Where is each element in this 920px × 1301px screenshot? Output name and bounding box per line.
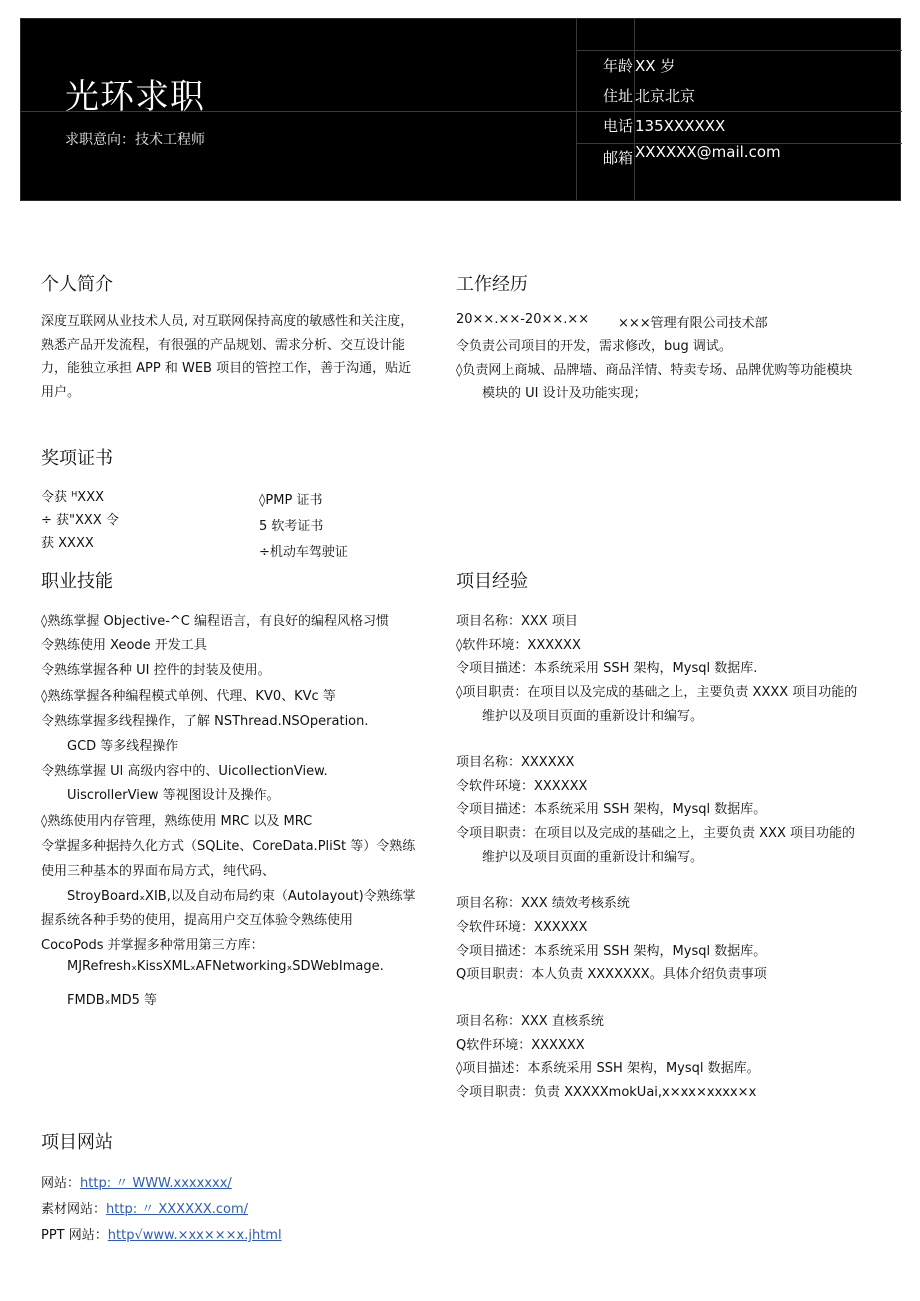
job-intent: 求职意向：技术工程师 bbox=[65, 132, 205, 148]
divider bbox=[576, 19, 577, 200]
skill-line: ◊熟练使用内存管理，熟练使用 MRC 以及 MRC bbox=[41, 814, 313, 829]
address-value: 北京北京 bbox=[635, 87, 696, 105]
email-value: XXXXXX@mail.com bbox=[635, 143, 781, 161]
project-line: 项目名称：XXX 直核系统 bbox=[456, 1014, 604, 1029]
skill-line: 令掌握多种据持久化方式（SQLite、CoreData.PliSt 等）令熟练 bbox=[41, 839, 416, 854]
project-line: ◊项目描述：本系统采用 SSH 架构，Mysql 数据库。 bbox=[456, 1061, 760, 1076]
project-line: 令项目描述：本系统采用 SSH 架构，Mysql 数据库。 bbox=[456, 802, 767, 817]
age-label: 年龄 bbox=[603, 57, 634, 75]
address-row bbox=[603, 85, 695, 106]
divider bbox=[576, 50, 902, 51]
skill-line: ◊熟练掌握 Objective-^C 编程语言，有良好的编程风格习惯 bbox=[41, 614, 389, 629]
award-item: 5 软考证书 bbox=[259, 519, 324, 534]
project-line: 令软件环境：XXXXXX bbox=[456, 920, 588, 935]
skill-line: 令熟练掌握各种 UI 控件的封装及使用。 bbox=[41, 663, 271, 678]
work-item: 令负责公司项目的开发，需求修改，bug 调试。 bbox=[456, 339, 732, 354]
award-item: ÷机动车驾驶证 bbox=[259, 545, 348, 560]
skill-line: 令熟练掌握 Ul 高级内容中的、UicollectionView. bbox=[41, 764, 328, 779]
site-row bbox=[41, 1172, 232, 1191]
project-line: 令项目描述：本系统采用 SSH 架构，Mysql 数据库. bbox=[456, 661, 758, 676]
project-line: 令项目描述：本系统采用 SSH 架构，Mysql 数据库。 bbox=[456, 944, 767, 959]
phone-label: 电话 bbox=[603, 117, 634, 135]
phone-row bbox=[603, 115, 725, 136]
project-line: 维护以及项目页面的重新设计和编写。 bbox=[482, 709, 704, 724]
site-row bbox=[41, 1224, 282, 1243]
awards-title: 奖项证书 bbox=[41, 448, 113, 469]
skill-line: FMDBₓMD5 等 bbox=[67, 993, 158, 1008]
project-line: 维护以及项目页面的重新设计和编写。 bbox=[482, 850, 704, 865]
address-label: 住址 bbox=[603, 87, 634, 105]
project-line: 项目名称：XXX 绩效考核系统 bbox=[456, 896, 630, 911]
site-label: PPT 网站： bbox=[41, 1228, 108, 1243]
phone-value: 135XXXXXX bbox=[635, 117, 726, 135]
age-value: XX 岁 bbox=[635, 57, 676, 75]
skill-line: StroyBoardₓXIB,以及自动布局约束（Autolayout)令熟练掌 bbox=[67, 889, 416, 904]
email-row bbox=[603, 141, 781, 167]
site-link[interactable]: http√www.×xx×××x.jhtml bbox=[107, 1228, 282, 1243]
divider bbox=[634, 19, 635, 200]
work-title: 工作经历 bbox=[456, 274, 528, 295]
skill-line: ◊熟练掌握各种编程模式单例、代理、KV0、KVc 等 bbox=[41, 689, 336, 704]
project-line: Q软件环境：XXXXXX bbox=[456, 1038, 585, 1053]
skills-title: 职业技能 bbox=[41, 571, 113, 592]
profile-text: 深度互联网从业技术人员, 对互联网保持高度的敏感性和关注度，熟悉产品开发流程，有很强的产品规划、需求分析、交互设计能力，能独立承担 APP 和 WEB 项目的管控工作，善于沟通，贴近用户。 bbox=[41, 314, 414, 400]
project-line: ◊软件环境：XXXXXX bbox=[456, 638, 581, 653]
work-company: ×××管理有限公司技术部 bbox=[618, 316, 768, 331]
skill-line: 令熟练掌握多线程操作，了解 NSThread.NSOperation. bbox=[41, 714, 369, 729]
skill-line: 使用三种基本的界面布局方式，纯代码、 bbox=[41, 864, 276, 879]
skill-line: UiscrollerView 等视图设计及操作。 bbox=[67, 788, 280, 803]
skill-line: 令熟练使用 Xeode 开发工具 bbox=[41, 638, 207, 653]
projects-title: 项目经验 bbox=[456, 571, 528, 592]
work-item: ◊负责网上商城、品牌墙、商品洋情、特卖专场、品牌优购等功能模块 bbox=[456, 363, 853, 378]
age-row bbox=[603, 55, 675, 76]
skill-line: 握系统各种手势的使用，提高用户交互体验令熟练使用 bbox=[41, 913, 354, 928]
site-link[interactable]: http: 〃 WWW.xxxxxxx/ bbox=[80, 1176, 232, 1191]
award-item: 获 XXXX bbox=[41, 536, 94, 551]
site-link[interactable]: http: 〃 XXXXXX.com/ bbox=[106, 1202, 249, 1217]
skill-line: GCD 等多线程操作 bbox=[67, 739, 179, 754]
work-item: 模块的 UI 设计及功能实现； bbox=[482, 386, 647, 401]
site-label: 素材网站： bbox=[41, 1202, 107, 1217]
skill-line: MJRefreshₓKissXMLₓAFNetworkingₓSDWebImage. bbox=[67, 959, 384, 974]
award-item: 令获 ᴴXXX bbox=[41, 490, 105, 505]
work-period: 20××.××-20××.×× bbox=[456, 312, 590, 327]
site-row bbox=[41, 1198, 248, 1217]
project-line: 令项目职责：在项目以及完成的基础之上，主要负责 XXX 项目功能的 bbox=[456, 826, 855, 841]
project-line: 令软件环境：XXXXXX bbox=[456, 779, 588, 794]
candidate-name: 光环求职 bbox=[65, 77, 205, 117]
project-line: 项目名称：XXX 项目 bbox=[456, 614, 578, 629]
header-banner bbox=[20, 18, 901, 201]
project-line: ◊项目职责：在项目以及完成的基础之上，主要负责 XXXX 项目功能的 bbox=[456, 685, 858, 700]
award-item: ÷ 获"XXX 令 bbox=[41, 513, 119, 528]
profile-title: 个人简介 bbox=[41, 274, 113, 295]
sites-title: 项目网站 bbox=[41, 1132, 113, 1153]
email-label: 邮箱 bbox=[603, 149, 634, 167]
award-item: ◊PMP 证书 bbox=[259, 493, 323, 508]
project-line: 令项目职责：负责 XXXXXmokUai,x×xx×xxxx×x bbox=[456, 1085, 757, 1100]
project-line: Q项目职责：本人负责 XXXXXXX。具体介绍负责事项 bbox=[456, 967, 767, 982]
skill-line: CocoPods 并掌握多种常用第三方库： bbox=[41, 938, 264, 953]
site-label: 网站： bbox=[41, 1176, 81, 1191]
project-line: 项目名称：XXXXXX bbox=[456, 755, 575, 770]
